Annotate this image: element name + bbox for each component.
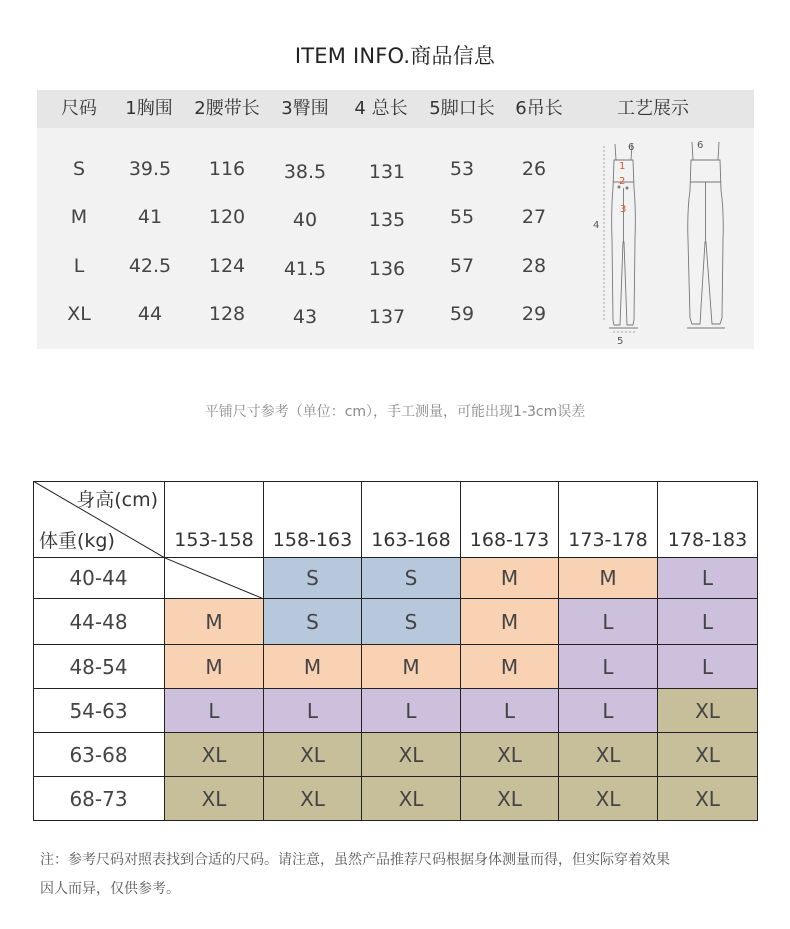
size-cell: [559, 689, 658, 733]
size-info-cell: 28: [521, 255, 547, 277]
size-cell: [461, 558, 559, 599]
size-cell-label: XL: [595, 742, 621, 767]
weight-header: [33, 558, 165, 599]
height-header-label: 178-183: [667, 529, 748, 551]
size-cell-label: XL: [497, 786, 522, 811]
size-cell-label: L: [602, 698, 614, 723]
size-cell-label: S: [404, 566, 418, 590]
size-cell: [559, 599, 658, 645]
size-cell: [559, 777, 658, 821]
size-cell-label: XL: [398, 786, 424, 811]
size-cell: [165, 689, 264, 733]
size-cell: [362, 599, 461, 645]
size-cell: [658, 645, 758, 689]
size-cell: [658, 558, 758, 599]
page-title: ITEM INFO.商品信息: [294, 44, 496, 68]
label-4: 4: [593, 220, 600, 231]
size-cell: [165, 645, 264, 689]
footer-note-line1: 注：参考尺码对照表找到合适的尺码。请注意，虽然产品推荐尺码根据身体测量而得，但实际穿着效果: [40, 852, 670, 868]
size-info-cell: 41.5: [283, 258, 327, 280]
size-info-cell: 116: [208, 158, 246, 180]
height-header: [264, 481, 362, 558]
size-cell: [461, 777, 559, 821]
size-recommendation-grid: [33, 481, 758, 821]
size-cell: [165, 733, 264, 777]
measurement-note: 平铺尺寸参考（单位：cm），手工测量，可能出现1-3cm误差: [204, 404, 586, 420]
label-6-front: 6: [628, 142, 635, 153]
size-cell-label: XL: [695, 698, 720, 723]
size-cell: [461, 733, 559, 777]
size-cell-label: M: [500, 654, 519, 679]
size-info-cell: 135: [368, 209, 406, 231]
header-hem: 5脚口长: [429, 98, 495, 119]
size-info-cell: 27: [521, 206, 547, 228]
size-cell-label: S: [404, 609, 418, 634]
size-cell-label: XL: [398, 742, 424, 767]
size-info-cell: 41: [137, 206, 163, 228]
size-cell-label: L: [701, 654, 714, 679]
back-view: [687, 142, 725, 328]
size-cell-label: S: [306, 566, 319, 590]
size-info-cell: 44: [137, 303, 163, 325]
weight-header: [33, 599, 165, 645]
size-info-cell: 53: [449, 158, 475, 180]
weight-header-label: 40-44: [69, 566, 128, 590]
size-cell-label: L: [701, 566, 714, 590]
size-cell-label: S: [306, 609, 319, 634]
size-cell-label: M: [500, 566, 519, 590]
size-info-cell: 42.5: [128, 255, 172, 277]
size-info-cell: M: [70, 206, 88, 228]
size-info-cell: 137: [368, 306, 406, 328]
size-cell-label: L: [602, 654, 614, 679]
header-hip: 3臀围: [281, 98, 329, 119]
size-cell-label: M: [303, 654, 322, 679]
corner-height-label: 身高(cm): [76, 489, 158, 511]
size-cell: [264, 558, 362, 599]
footer-note: [40, 846, 765, 904]
weight-header-label: 63-68: [69, 742, 128, 767]
size-cell: [461, 645, 559, 689]
size-cell-label: M: [205, 654, 223, 679]
size-info-cell: XL: [67, 303, 91, 325]
height-header-label: 163-168: [371, 529, 451, 551]
size-cell-label: XL: [201, 742, 227, 767]
size-info-table: [37, 90, 754, 349]
label-1: 1: [619, 161, 626, 172]
height-header-label: 158-163: [272, 529, 353, 551]
header-craft: 工艺展示: [617, 98, 689, 119]
size-info-cell: 55: [449, 206, 475, 228]
header-size: 尺码: [61, 98, 97, 119]
size-cell: [264, 777, 362, 821]
header-chest: 1胸围: [125, 98, 173, 119]
size-cell-label: M: [599, 566, 617, 590]
height-header: [362, 481, 461, 558]
label-6-back: 6: [697, 140, 704, 151]
empty-cell: [165, 558, 264, 599]
size-info-cell: 26: [521, 158, 547, 180]
weight-header-label: 44-48: [69, 609, 128, 634]
jumpsuit-diagram: [587, 130, 752, 345]
weight-header: [33, 645, 165, 689]
size-info-cell: 57: [449, 255, 475, 277]
size-info-cell: 136: [368, 258, 406, 280]
size-cell: [362, 645, 461, 689]
size-cell-label: M: [402, 654, 420, 679]
size-cell: [559, 558, 658, 599]
size-cell-label: XL: [300, 786, 325, 811]
weight-header: [33, 777, 165, 821]
height-header: [658, 481, 758, 558]
size-cell-label: XL: [695, 742, 720, 767]
size-cell: [362, 733, 461, 777]
size-cell: [264, 689, 362, 733]
weight-header: [33, 733, 165, 777]
size-cell: [559, 733, 658, 777]
size-info-cell: 29: [521, 303, 547, 325]
size-info-cell: 131: [368, 161, 406, 183]
size-info-cell: 43: [292, 306, 318, 328]
weight-header: [33, 689, 165, 733]
size-cell-label: M: [500, 609, 519, 634]
size-info-cell: 39.5: [128, 158, 172, 180]
height-header: [559, 481, 658, 558]
size-cell: [658, 599, 758, 645]
grid-corner: [33, 481, 165, 558]
size-cell: [264, 733, 362, 777]
size-cell: [658, 733, 758, 777]
empty-cell-diagonal: [165, 558, 264, 599]
header-length: 4 总长: [354, 98, 408, 119]
size-cell: [165, 777, 264, 821]
size-cell: [461, 599, 559, 645]
size-cell: [264, 645, 362, 689]
size-cell-label: XL: [695, 786, 720, 811]
size-cell-label: XL: [201, 786, 227, 811]
size-cell: [362, 777, 461, 821]
size-info-cell: 38.5: [283, 161, 327, 183]
size-cell-label: L: [503, 698, 516, 723]
header-belt: 2腰带长: [194, 98, 260, 119]
size-cell-label: L: [306, 698, 319, 723]
size-cell-label: L: [701, 609, 714, 634]
size-cell: [658, 777, 758, 821]
size-info-cell: S: [72, 158, 86, 180]
header-strap: 6吊长: [515, 98, 563, 119]
label-2: 2: [619, 176, 626, 187]
size-cell-label: XL: [595, 786, 621, 811]
size-info-cell: L: [73, 255, 85, 277]
label-3: 3: [620, 204, 627, 215]
size-cell: [559, 645, 658, 689]
size-cell: [165, 599, 264, 645]
height-header-label: 173-178: [568, 529, 648, 551]
height-header-label: 168-173: [469, 529, 550, 551]
corner-weight-label: 体重(kg): [39, 530, 115, 552]
footer-note-line2: 因人而异，仅供参考。: [40, 881, 180, 897]
size-cell-label: L: [208, 698, 220, 723]
size-info-header: [37, 90, 754, 128]
front-view-markers: [604, 146, 635, 332]
size-cell: [362, 689, 461, 733]
height-header-label: 153-158: [174, 529, 254, 551]
size-cell: [264, 599, 362, 645]
weight-header-label: 54-63: [69, 698, 128, 723]
size-info-cell: 128: [208, 303, 246, 325]
size-info-cell: 40: [292, 209, 318, 231]
weight-header-label: 48-54: [69, 654, 128, 679]
size-info-cell: 120: [208, 206, 246, 228]
label-5: 5: [617, 336, 624, 345]
size-cell: [461, 689, 559, 733]
size-cell-label: L: [602, 609, 614, 634]
size-info-cell: 124: [208, 255, 246, 277]
height-header: [461, 481, 559, 558]
size-cell-label: M: [205, 609, 223, 634]
weight-header-label: 68-73: [69, 786, 128, 811]
height-header: [165, 481, 264, 558]
size-cell: [658, 689, 758, 733]
size-cell-label: XL: [300, 742, 325, 767]
size-info-cell: 59: [449, 303, 475, 325]
size-cell-label: L: [405, 698, 417, 723]
size-cell: [362, 558, 461, 599]
size-cell-label: XL: [497, 742, 522, 767]
